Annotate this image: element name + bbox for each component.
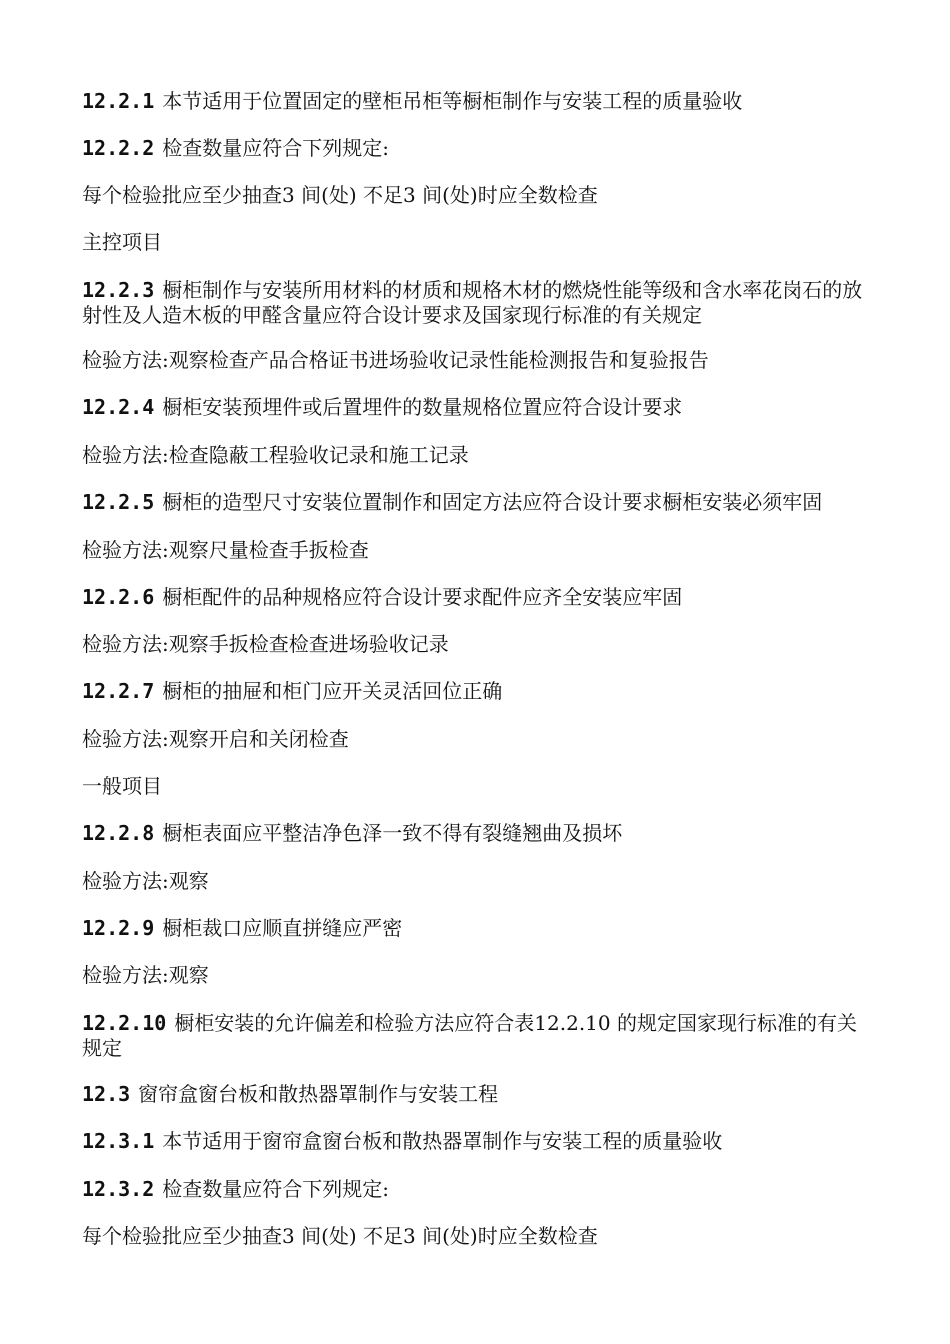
paragraph-text: 每个检验批应至少抽查3 间(处) 不足3 间(处)时应全数检查 bbox=[82, 1224, 598, 1248]
paragraph-12-2-2 bbox=[82, 136, 872, 161]
clause-number: 12.2.2 bbox=[82, 136, 155, 160]
clause-number: 12.2.3 bbox=[82, 278, 155, 302]
paragraph-inspection-method-4 bbox=[82, 632, 872, 657]
paragraph-text: 橱柜裁口应顺直拼缝应严密 bbox=[162, 916, 403, 940]
paragraph-12-2-3 bbox=[82, 278, 872, 328]
paragraph-text: 橱柜安装预埋件或后置埋件的数量规格位置应符合设计要求 bbox=[162, 395, 683, 419]
clause-number: 12.2.10 bbox=[82, 1011, 167, 1035]
paragraph-text: 橱柜配件的品种规格应符合设计要求配件应齐全安装应牢固 bbox=[162, 585, 683, 609]
paragraph-inspection-method-7 bbox=[82, 963, 872, 988]
paragraph-inspection-method-3 bbox=[82, 538, 872, 563]
paragraph-text: 橱柜制作与安装所用材料的材质和规格木材的燃烧性能等级和含水率花岗石的放射性及人造木板的甲醛含量应符合设计要求及国家现行标准的有关规定 bbox=[82, 278, 863, 327]
paragraph-12-2-5 bbox=[82, 490, 872, 515]
paragraph-12-2-8 bbox=[82, 821, 872, 846]
paragraph-text: 本节适用于位置固定的壁柜吊柜等橱柜制作与安装工程的质量验收 bbox=[162, 89, 743, 113]
paragraph-text: 检验方法:观察 bbox=[82, 869, 209, 893]
paragraph-text: 本节适用于窗帘盒窗台板和散热器罩制作与安装工程的质量验收 bbox=[162, 1129, 723, 1153]
paragraph-text: 检验方法:观察手扳检查检查进场验收记录 bbox=[82, 632, 449, 656]
paragraph-sampling-rule-2 bbox=[82, 1224, 872, 1249]
clause-number: 12.2.8 bbox=[82, 821, 155, 845]
paragraph-inspection-method-5 bbox=[82, 727, 872, 752]
clause-number: 12.3.2 bbox=[82, 1177, 155, 1201]
paragraph-12-3-2 bbox=[82, 1177, 872, 1202]
paragraph-inspection-method-1 bbox=[82, 348, 872, 373]
paragraph-12-2-10 bbox=[82, 1011, 872, 1061]
paragraph-text: 橱柜的抽屉和柜门应开关灵活回位正确 bbox=[162, 679, 503, 703]
section-heading-general-items bbox=[82, 774, 872, 799]
paragraph-sampling-rule bbox=[82, 183, 872, 208]
paragraph-text: 窗帘盒窗台板和散热器罩制作与安装工程 bbox=[138, 1082, 499, 1106]
paragraph-text: 检查数量应符合下列规定: bbox=[162, 136, 389, 160]
paragraph-text: 一般项目 bbox=[82, 774, 162, 798]
paragraph-text: 主控项目 bbox=[82, 230, 162, 254]
paragraph-text: 橱柜表面应平整洁净色泽一致不得有裂缝翘曲及损坏 bbox=[162, 821, 623, 845]
clause-number: 12.2.1 bbox=[82, 89, 155, 113]
clause-number: 12.3.1 bbox=[82, 1129, 155, 1153]
paragraph-12-3-1 bbox=[82, 1129, 872, 1154]
paragraph-text: 检验方法:检查隐蔽工程验收记录和施工记录 bbox=[82, 443, 469, 467]
section-heading-12-3 bbox=[82, 1082, 872, 1107]
paragraph-text: 橱柜的造型尺寸安装位置制作和固定方法应符合设计要求橱柜安装必须牢固 bbox=[162, 490, 823, 514]
section-heading-main-control-items bbox=[82, 230, 872, 255]
paragraph-text: 橱柜安装的允许偏差和检验方法应符合表12.2.10 的规定国家现行标准的有关规定 bbox=[82, 1011, 857, 1060]
paragraph-12-2-1 bbox=[82, 89, 872, 114]
clause-number: 12.2.4 bbox=[82, 395, 155, 419]
clause-number: 12.2.7 bbox=[82, 679, 155, 703]
paragraph-text: 检验方法:观察 bbox=[82, 963, 209, 987]
paragraph-12-2-7 bbox=[82, 679, 872, 704]
paragraph-text: 每个检验批应至少抽查3 间(处) 不足3 间(处)时应全数检查 bbox=[82, 183, 598, 207]
paragraph-inspection-method-6 bbox=[82, 869, 872, 894]
paragraph-12-2-4 bbox=[82, 395, 872, 420]
paragraph-text: 检查数量应符合下列规定: bbox=[162, 1177, 389, 1201]
paragraph-inspection-method-2 bbox=[82, 443, 872, 468]
paragraph-text: 检验方法:观察检查产品合格证书进场验收记录性能检测报告和复验报告 bbox=[82, 348, 709, 372]
paragraph-12-2-6 bbox=[82, 585, 872, 610]
clause-number: 12.2.5 bbox=[82, 490, 155, 514]
clause-number: 12.2.9 bbox=[82, 916, 155, 940]
paragraph-text: 检验方法:观察尺量检查手扳检查 bbox=[82, 538, 369, 562]
paragraph-12-2-9 bbox=[82, 916, 872, 941]
clause-number: 12.2.6 bbox=[82, 585, 155, 609]
clause-number: 12.3 bbox=[82, 1082, 131, 1106]
paragraph-text: 检验方法:观察开启和关闭检查 bbox=[82, 727, 349, 751]
